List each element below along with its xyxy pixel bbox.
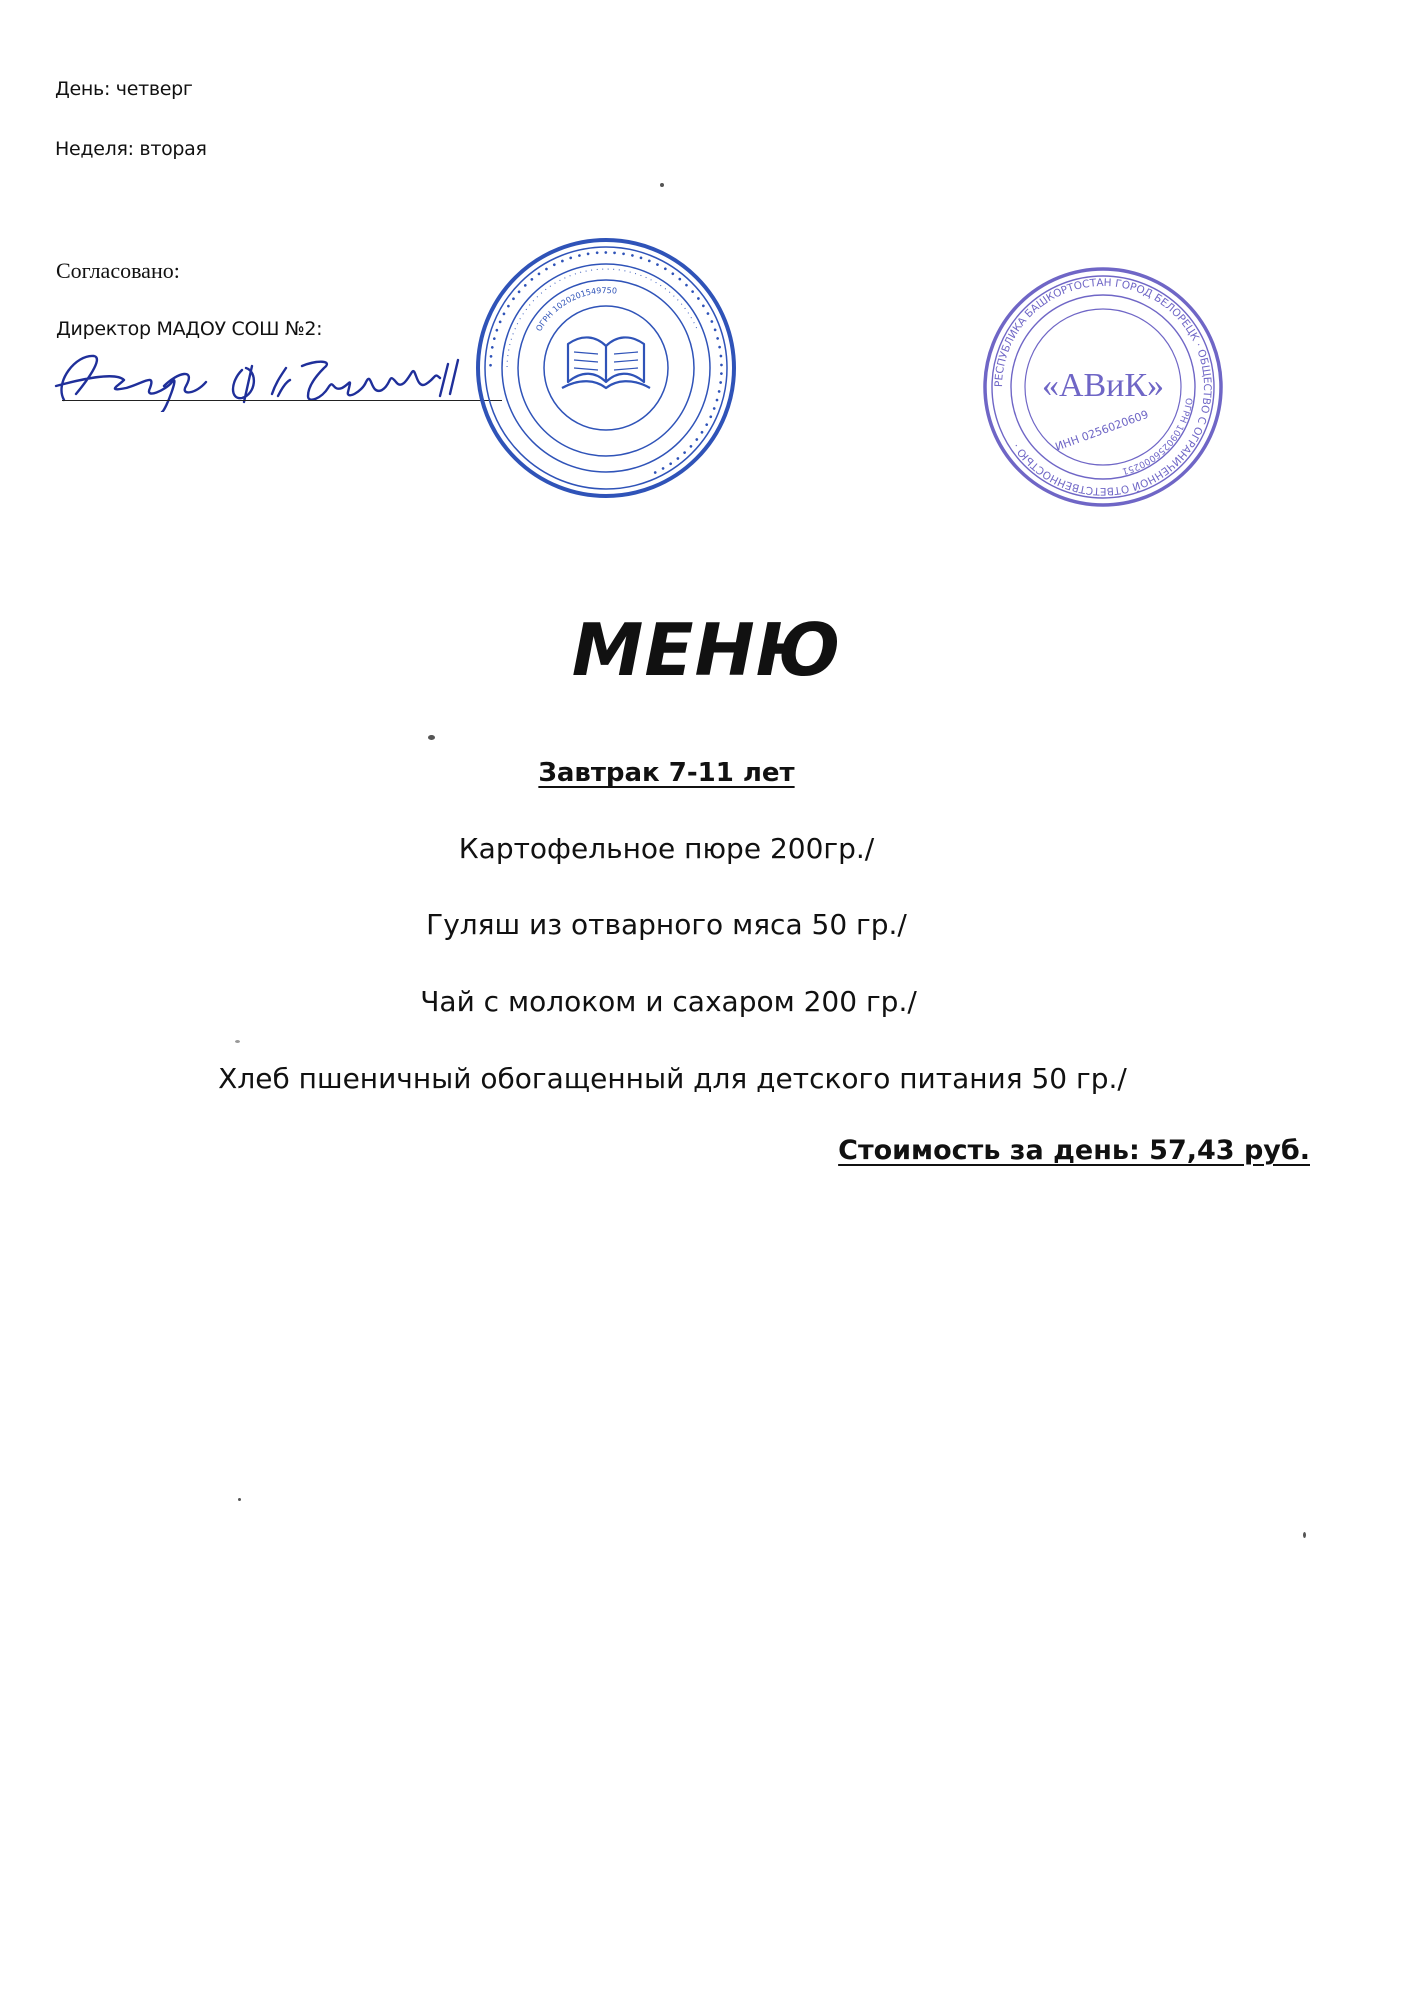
company-stamp-name: «АВиК» bbox=[1041, 367, 1165, 404]
scan-speck bbox=[428, 735, 435, 740]
menu-item: Чай с молоком и сахаром 200 гр./ bbox=[420, 985, 917, 1018]
svg-text:· · · · · · · · · · · · · · ·: · · · · · · · · · · · · · · · · · · · · · · · · · · · · · · · · · · · · · · · · · · · · · · · · · bbox=[502, 264, 701, 369]
daily-cost: Стоимость за день: 57,43 руб. bbox=[838, 1135, 1310, 1166]
scan-speck bbox=[238, 1498, 241, 1501]
book-emblem-icon bbox=[562, 337, 650, 388]
company-stamp-inn: ИНН 0256020609 bbox=[1053, 407, 1151, 454]
scan-speck bbox=[660, 183, 664, 187]
menu-item: Картофельное пюре 200гр./ bbox=[458, 832, 875, 865]
company-stamp-ring-text: РЕСПУБЛИКА БАШКОРТОСТАН ГОРОД БЕЛОРЕЦК · ОБЩЕСТВО С ОГРАНИЧЕННОЙ ОТВЕТСТВЕННОСТЬЮ · bbox=[992, 276, 1214, 498]
signature-line bbox=[62, 400, 502, 401]
menu-item: Гуляш из отварного мяса 50 гр./ bbox=[426, 908, 907, 941]
handwritten-signature bbox=[46, 342, 516, 412]
svg-text:• • • • • • • • • • • • • • •: • • • • • • • • • • • • • • • • • • • • • • • • • • • • • • • • • • • • • • • • • • • • • • • • • • • • • • • • bbox=[485, 247, 727, 478]
company-stamp-ogrn: ОГРН 1090256000251 bbox=[1120, 397, 1194, 476]
school-stamp-ogrn: ОГРН 1020201549750 bbox=[534, 285, 618, 333]
director-label: Директор МАДОУ СОШ №2: bbox=[56, 318, 323, 340]
scan-speck bbox=[235, 1040, 240, 1043]
menu-item: Хлеб пшеничный обогащенный для детского питания 50 гр./ bbox=[218, 1062, 1127, 1095]
week-label: Неделя: вторая bbox=[55, 138, 207, 160]
approved-label: Согласовано: bbox=[56, 258, 180, 283]
company-round-stamp bbox=[980, 264, 1226, 510]
meal-heading: Завтрак 7-11 лет bbox=[538, 758, 795, 788]
scan-speck bbox=[1303, 1532, 1306, 1538]
school-round-stamp bbox=[470, 232, 742, 504]
menu-title: МЕНЮ bbox=[571, 608, 842, 692]
day-label: День: четверг bbox=[55, 78, 193, 100]
